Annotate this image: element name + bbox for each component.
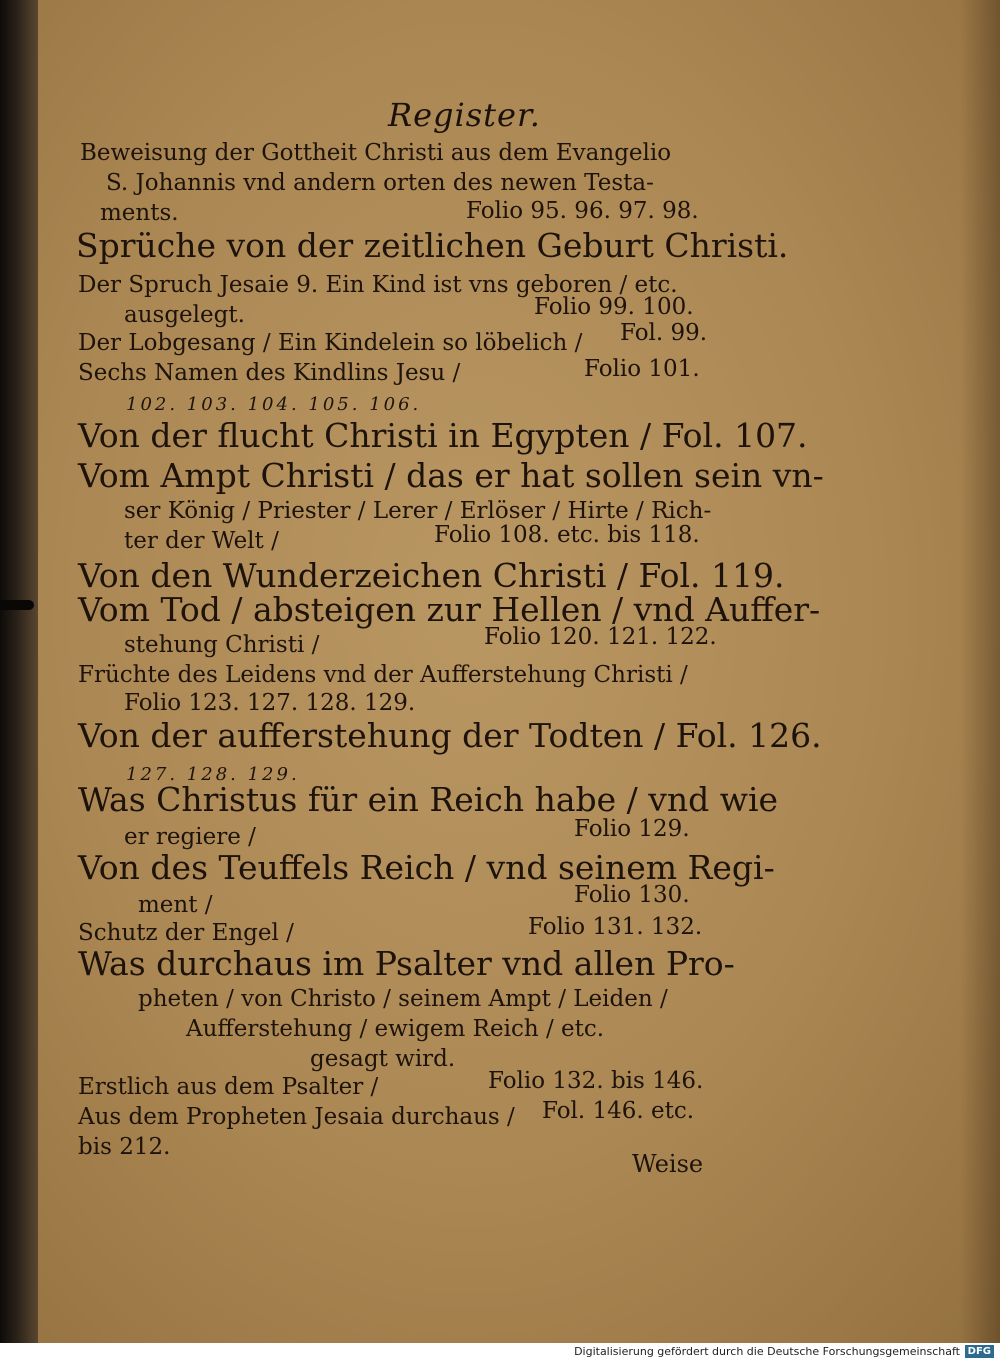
- register-line: Von der aufferstehung der Todten / Fol. 126.: [78, 716, 822, 755]
- register-line: 102. 103. 104. 105. 106.: [126, 394, 422, 415]
- register-line: Beweisung der Gottheit Christi aus dem Evangelio: [80, 140, 672, 166]
- register-line: Folio 130.: [574, 882, 690, 908]
- register-line: Der Lobgesang / Ein Kindelein so löbelich /: [78, 330, 583, 356]
- register-line: gesagt wird.: [310, 1046, 456, 1072]
- register-line: Von den Wunderzeichen Christi / Fol. 119.: [78, 556, 785, 595]
- register-line: Schutz der Engel /: [78, 920, 294, 946]
- register-line: Folio 132. bis 146.: [488, 1068, 704, 1094]
- register-line: Fol. 99.: [620, 320, 708, 346]
- register-line: Fol. 146. etc.: [542, 1098, 695, 1124]
- register-line: Folio 108. etc. bis 118.: [434, 522, 700, 548]
- register-line: Folio 99. 100.: [534, 294, 694, 320]
- register-line: pheten / von Christo / seinem Ampt / Leiden /: [138, 986, 668, 1012]
- register-line: Folio 95. 96. 97. 98.: [466, 198, 699, 224]
- register-line: ter der Welt /: [124, 528, 279, 554]
- register-line: Aufferstehung / ewigem Reich / etc.: [186, 1016, 605, 1042]
- register-line: Sprüche von der zeitlichen Geburt Christi.: [76, 226, 789, 265]
- dfg-logo: DFG: [965, 1345, 994, 1358]
- bookmark-ribbon: [0, 600, 34, 610]
- register-line: Folio 120. 121. 122.: [484, 624, 717, 650]
- catchword: Weise: [632, 1150, 704, 1178]
- register-line: Vom Tod / absteigen zur Hellen / vnd Auffer-: [78, 590, 821, 629]
- page-heading: Register.: [388, 96, 541, 134]
- paper-sheet: [38, 0, 1000, 1343]
- register-line: Vom Ampt Christi / das er hat sollen sein vn-: [78, 456, 824, 495]
- register-line: Sechs Namen des Kindlins Jesu /: [78, 360, 461, 386]
- register-line: ausgelegt.: [124, 302, 245, 328]
- register-line: Folio 131. 132.: [528, 914, 703, 940]
- register-line: ser König / Priester / Lerer / Erlöser / Hirte / Rich-: [124, 498, 712, 524]
- paper-shadow: [960, 0, 1000, 1343]
- book-binding: [0, 0, 38, 1343]
- register-line: S. Johannis vnd andern orten des newen Testa-: [106, 170, 654, 196]
- register-line: Folio 123. 127. 128. 129.: [124, 690, 416, 716]
- register-line: Von der flucht Christi in Egypten / Fol. 107.: [78, 416, 808, 455]
- register-line: Was durchaus im Psalter vnd allen Pro-: [78, 944, 735, 983]
- register-line: ment /: [138, 892, 213, 918]
- register-line: Früchte des Leidens vnd der Aufferstehung Christi /: [78, 662, 688, 688]
- footer-bar: [0, 1343, 1000, 1362]
- register-line: Folio 129.: [574, 816, 690, 842]
- register-line: ments.: [100, 200, 179, 226]
- register-line: stehung Christi /: [124, 632, 320, 658]
- register-line: Der Spruch Jesaie 9. Ein Kind ist vns geboren / etc.: [78, 272, 678, 298]
- register-line: er regiere /: [124, 824, 256, 850]
- register-line: Von des Teuffels Reich / vnd seinem Regi-: [78, 848, 775, 887]
- register-line: Was Christus für ein Reich habe / vnd wie: [78, 780, 779, 819]
- footer-credit: Digitalisierung gefördert durch die Deutsche Forschungsgemeinschaft: [574, 1345, 960, 1358]
- register-line: Aus dem Propheten Jesaia durchaus /: [78, 1104, 515, 1130]
- register-line: bis 212.: [78, 1134, 171, 1160]
- register-line: 127. 128. 129.: [126, 764, 300, 785]
- register-line: Erstlich aus dem Psalter /: [78, 1074, 379, 1100]
- register-line: Folio 101.: [584, 356, 700, 382]
